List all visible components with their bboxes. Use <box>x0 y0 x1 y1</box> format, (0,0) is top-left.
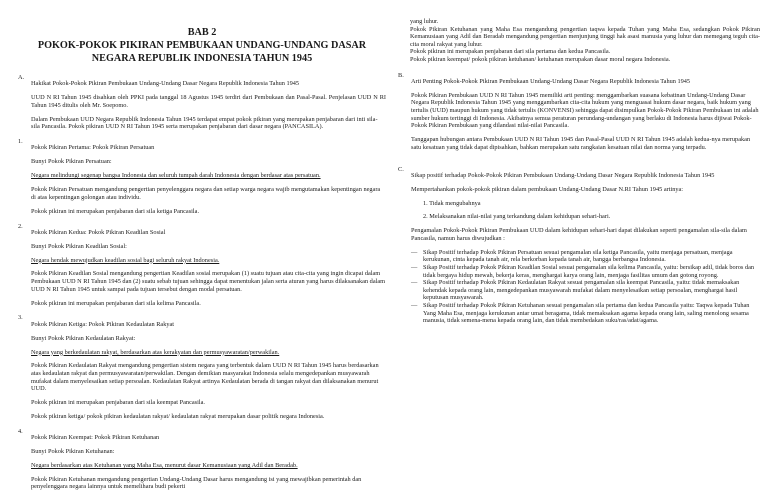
item-paragraph: Pokok Pikiran Keadilan Sosial mengandung pengertian Keadilan sosial merupakan (1) suatu tujuan atau cita-cita yang ingin dicapai dalam Pembukaan UUD N RI Tahun 1945 dan (2) suatu sebab tujuan sehingga dapat menentukan jalan serta aturan yang harus dilaksanakan dalam UUD N RI Tahun 1945 untuk sampai pada tujuan tersebut dengan modal persatuan. <box>31 270 386 293</box>
item-subheading: Bunyi Pokok Pikiran Kedaulatan Rakyat: <box>31 334 136 342</box>
item-number: 1. <box>18 138 23 146</box>
item-paragraph: Pokok pikiran ketiga/ pokok pikiran kedaulatan rakyat/ kedaulatan rakyat merupakan dasar politik negara Indonesia. <box>31 412 325 420</box>
item-number: 2. <box>18 222 23 230</box>
item-quote: Negara melindungi segenap bangsa Indonesia dan seluruh tumpah darah Indonesia dengan berdasar atas persatuan. <box>31 172 321 180</box>
dash-item-text: Sikap Positif terhadap Pokok Pikiran Persatuan sesuai pengamalan sila ketiga Pancasila, yaitu menjaga persatuan, menjaga kerukunan, cinta kepada tanah air, rela berkorban kepada tanah air, bangga berbangsa Indonesia. <box>423 248 733 264</box>
list-item <box>18 138 386 221</box>
item-subheading: Bunyi Pokok Pikiran Keadilan Sosial: <box>31 242 127 250</box>
dash-bullet: — <box>411 248 418 256</box>
item-paragraph: Pokok pikiran ini merupakan penjabaran dari sila keempat Pancasila. <box>31 399 205 407</box>
section-a-paragraph: UUD N RI Tahun 1945 disahkan oleh PPKI pada tanggal 18 Agustus 1945 terdiri dari Pembukaan dan Pasal-Pasal. Penjelasan UUD N RI Tahun 1945 ditulis oleh Mr. Soepomo. <box>31 94 386 109</box>
item-number: 3. <box>18 314 23 322</box>
dash-item-text: Sikap Positif terhadap Pokok Pikiran Ketuhanan sesuai pengamalan sila pertama dan kedua Pancasila yaitu: Taqwa kepada Tuhan Yang Maha Esa, menjaga kerukunan antar umat beragama, tidak memaksakan agama kepada orang lain, saling menolong sesama manusia, tidak semena-mena kepada orang lain, dan tidak membedakan suku/ras/adat/agama. <box>423 302 750 325</box>
section-b-label: B. <box>398 71 404 79</box>
section-b-heading: Arti Penting Pokok-Pokok Pikiran Pembukaan Undang-Undang Dasar Negara Republik Indonesia Tahun 1945 <box>411 77 691 85</box>
section-c-paragraph: Mempertahankan pokok-pokok pikiran dalam pembukaan Undang-Undang Dasar N.RI Tahun 1945 artinya: <box>411 185 684 193</box>
item-quote: Negara yang berkedaulatan rakyat, berdasarkan atas kerakyatan dan permusyawaratan/perwakilan. <box>31 348 280 356</box>
item-4-continuation <box>398 18 760 64</box>
item-heading: Pokok Pikiran Keempat: Pokok Pikiran Ketuhanan <box>31 434 160 442</box>
item-quote: Negara hendak mewujudkan keadilan sosial bagi seluruh rakyat Indonesia. <box>31 256 220 264</box>
section-b-paragraph: Pokok Pikiran Pembukaan UUD N RI Tahun 1945 memiliki arti penting: menggambarkan suasana kebatinan Undang-Undang Dasar Negara Republik Indonesia Tahun 1945 yang menggambarkan cita-cita hukum yang menguasai hukum dasar negara, baik hukum yang tertulis (UUD) maupun hukum yang tidak tertulis (KONVENSI) sehingga dapat disimpulkan Pokok-Pokok Pikiran Pembukaan ini adalah sumber hukum tertinggi di Indonesia. Akibatnya semua peraturan perundang-undangan yang berlaku di Indonesia harus dijiwai Pokok-Pokok Pikiran Pembukaan yang dilandasi nilai-nilai Pancasila. <box>411 91 759 130</box>
chapter-title-line-2: NEGARA REPUBLIK INDONESIA TAHUN 1945 <box>91 53 313 64</box>
item-paragraph: Pokok pikiran ini merupakan penjabaran dari sila kelima Pancasila. <box>31 299 201 307</box>
item-paragraph: Pokok Pikiran Kedaulatan Rakyat mengandung pengertian sistem negara yang terbentuk dalam UUD N RI Tahun 1945 harus berdasarkan atas kedaulatan rakyat dan permusyawaratan/perwakilan. Dengan demikian masyarakat Indonesia selalu mengedepankan musyawarah mufakat dalam menyelesaikan setiap persoalan. Kedaulatan Rakyat artinya Kedaulatan berada di tangan rakyat dan dilaksanakan menurut UUD. <box>31 362 379 393</box>
dash-item <box>411 249 760 264</box>
section-c <box>398 166 760 325</box>
section-b <box>398 72 760 158</box>
dash-item-text: Sikap Positif terhadap Pokok Pikiran Keadilan Sosial sesuai pengamalan sila kelima Pancasila, yaitu: bersikap adil, tidak boros dan tidak bergaya hidup mewah, bekerja keras, menghargai karya orang lain, menjaga fasilitas umum dan gotong royong. <box>423 264 755 279</box>
section-c-list-item: 2. Melaksanakan nilai-nilai yang terkandung dalam kehidupan sehari-hari. <box>423 213 611 221</box>
dash-item <box>411 279 760 302</box>
item-subheading: Bunyi Pokok Pikiran Ketuhanan: <box>31 448 115 456</box>
item-quote: Negara berdasarkan atas Ketuhanan yang Maha Esa, menurut dasar Kemanusiaan yang Adil dan Beradab. <box>31 461 298 469</box>
item-paragraph: Pokok pikiran ini merupakan penjabaran dari sila ketiga Pancasila. <box>31 207 200 215</box>
item-paragraph: Pokok Pikiran Ketuhanan yang Maha Esa mengandung pengertian taqwa kepada Tuhan yang Maha Esa, sedangkan Pokok Pikiran Kemanusiaan yang Adil dan Beradab mengandung pengertian menjunjung tinggi hak asasi manusia yang luhur dan memegang teguh cita-cita moral rakyat yang luhur. <box>410 25 760 48</box>
chapter-title-line-1: POKOK-POKOK PIKIRAN PEMBUKAAN UNDANG-UNDANG DASAR <box>37 40 367 51</box>
section-c-heading: Sikap positif terhadap Pokok-Pokok Pikiran Pembukaan Undang-Undang Dasar Negara Republik Indonesia Tahun 1945 <box>411 171 715 179</box>
right-column <box>398 18 760 325</box>
section-a-heading: Hakikat Pokok-Pokok Pikiran Pembukaan Undang-Undang Dasar Negara Republik Indonesia Tahun 1945 <box>31 80 300 88</box>
chapter-number: BAB 2 <box>187 27 217 38</box>
list-item <box>18 314 386 426</box>
item-number: 4. <box>18 427 23 435</box>
item-paragraph: yang luhur. <box>410 18 439 25</box>
item-subheading: Bunyi Pokok Pikiran Persatuan: <box>31 158 112 166</box>
item-paragraph: Pokok pikiran ini merupakan penjabaran dari sila pertama dan kedua Pancasila. <box>410 48 611 56</box>
section-a <box>18 74 386 137</box>
list-item <box>18 428 386 497</box>
dash-bullet: — <box>411 264 418 272</box>
dash-item <box>411 302 760 325</box>
list-item <box>18 223 386 314</box>
item-heading: Pokok Pikiran Kedua: Pokok Pikiran Keadilan Sosial <box>31 228 166 236</box>
section-c-paragraph: Pengamalan Pokok-Pokok Pikiran Pembukaan UUD dalam kehidupan sehari-hari dapat dilakukan seperti pengamalan sila-sila dalam Pancasila, namun harus diwujudkan : <box>411 227 747 242</box>
left-column <box>18 26 386 497</box>
item-heading: Pokok Pikiran Pertama: Pokok Pikiran Persatuan <box>31 144 155 152</box>
item-paragraph: Pokok Pikiran Persatuan mengandung pengertian penyelenggara negara dan setiap warga negara wajib mengutamakan kepentingan negara di atas kepentingan golongan atau individu. <box>31 186 381 201</box>
section-c-list-item: 1. Tidak mengubahnya <box>423 199 481 207</box>
item-paragraph: Pokok Pikiran Ketuhanan mengandung pengertian Undang-Undang Dasar harus mengandung isi yang mewajibkan pemerintah dan penyelenggara negara lainnya untuk memelihara budi pekerti <box>31 475 362 491</box>
section-c-label: C. <box>398 165 404 173</box>
section-a-label: A. <box>18 74 25 81</box>
item-paragraph: Pokok pikiran keempat/ pokok pikiran ketuhanan/ ketuhanan merupakan dasar moral negara Indonesia. <box>410 55 671 63</box>
dash-bullet: — <box>411 302 418 309</box>
dash-bullet: — <box>411 279 418 287</box>
section-b-paragraph: Tanggapan hubungan antara Pembukaan UUD N RI Tahun 1945 dan Pasal-Pasal UUD N RI Tahun 1945 adalah kedua-nya merupakan satu kesatuan yang tidak dapat dipisahkan, bahkan merupakan satu rangkaian kesatuan nilai dan norma yang terpadu. <box>411 136 751 151</box>
dash-item-text: Sikap Positif terhadap Pokok Pikiran Kedaulatan Rakyat sesuai pengamalan sila keempat Pancasila, yaitu: tidak memaksakan kehendak kepada orang lain, mengedepankan musyawarah mufakat dalam menyelesaikan setiap persoalan, menghargai hasil keputusan musyawarah. <box>423 279 740 302</box>
item-heading: Pokok Pikiran Ketiga: Pokok Pikiran Kedaulatan Rakyat <box>31 320 175 328</box>
dash-item <box>411 264 760 279</box>
chapter-title <box>18 26 386 65</box>
section-a-paragraph: Dalam Pembukaan UUD Negara Republik Indonesia Tahun 1945 terdapat empat pokok pikiran yang merupakan penjabaran dari inti sila-sila Pancasila. Pokok pikiran UUD N RI Tahun 1945 serta merupakan penjabaran dari dasar negara (PANCASILA). <box>31 115 378 131</box>
